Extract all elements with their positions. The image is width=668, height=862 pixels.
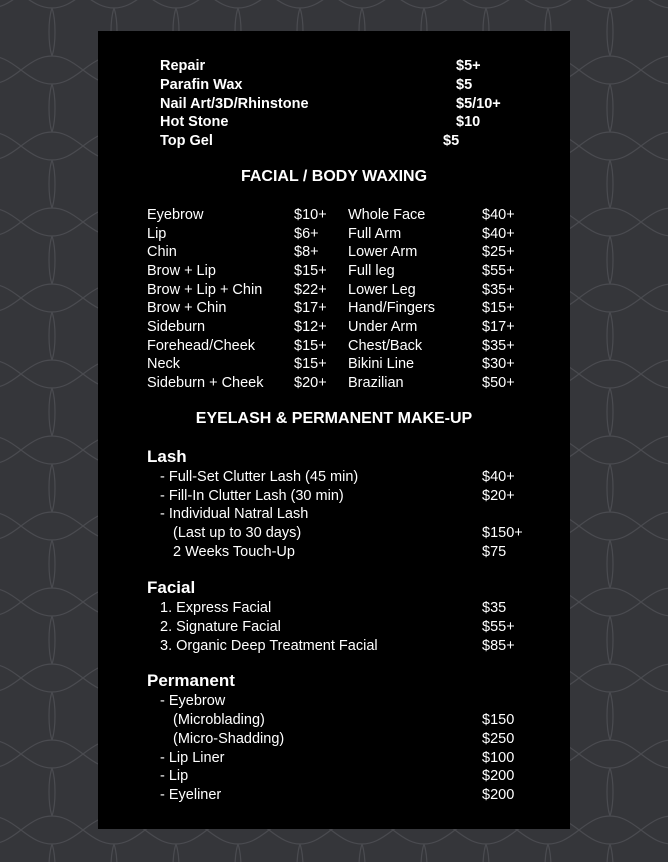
waxing-item-name: Eyebrow [147,207,204,223]
waxing-item-name: Lower Arm [348,244,418,260]
waxing-item-name: Chest/Back [348,338,423,354]
waxing-item-price: $25+ [482,244,515,260]
waxing-heading: FACIAL / BODY WAXING [240,168,428,185]
waxing-item-name: Full Arm [348,226,402,242]
service-name: Hot Stone [160,114,229,130]
lash-subheading: Lash [147,447,187,466]
permanent-item-name: - Lip Liner [160,750,225,766]
permanent-item-price: $250 [482,731,515,747]
waxing-item-name: Chin [147,244,177,260]
facial-subheading: Facial [147,578,196,597]
price-menu-panel [98,31,570,829]
permanent-item-name: - Eyebrow [160,693,226,709]
waxing-item-price: $50+ [482,375,515,391]
waxing-item-name: Sideburn [147,319,206,335]
facial-item-price: $55+ [482,619,515,635]
waxing-item-name: Lower Leg [348,282,416,298]
waxing-item-price: $10+ [294,207,327,223]
waxing-item-price: $17+ [294,300,327,316]
permanent-item-name: - Lip [160,768,189,784]
permanent-subheading: Permanent [147,671,235,690]
service-price: $5/10+ [456,96,501,112]
waxing-item-name: Full leg [348,263,395,279]
eyelash-heading: EYELASH & PERMANENT MAKE-UP [195,410,473,427]
facial-item-name: 3. Organic Deep Treatment Facial [160,638,378,654]
permanent-item-name: (Microblading) [173,712,265,728]
waxing-item-name: Sideburn + Cheek [147,375,264,391]
service-price: $5 [443,133,460,149]
service-price: $5 [456,77,473,93]
lash-item-price: $20+ [482,488,515,504]
waxing-item-name: Brow + Lip [147,263,216,279]
lash-item-name: (Last up to 30 days) [173,525,302,541]
service-price: $10 [456,114,481,130]
waxing-item-price: $17+ [482,319,515,335]
service-name: Repair [160,58,206,74]
waxing-item-price: $6+ [294,226,319,242]
permanent-item-price: $200 [482,787,515,803]
waxing-item-price: $40+ [482,226,515,242]
service-name: Parafin Wax [160,77,243,93]
waxing-item-price: $15+ [482,300,515,316]
service-price: $5+ [456,58,481,74]
waxing-item-name: Whole Face [348,207,426,223]
waxing-item-price: $35+ [482,282,515,298]
waxing-item-price: $15+ [294,338,327,354]
waxing-item-price: $30+ [482,356,515,372]
waxing-item-name: Neck [147,356,181,372]
waxing-item-name: Brow + Lip + Chin [147,282,263,298]
facial-item-name: 1. Express Facial [160,600,272,616]
waxing-item-price: $55+ [482,263,515,279]
waxing-item-name: Brow + Chin [147,300,227,316]
lash-item-name: - Fill-In Clutter Lash (30 min) [160,488,344,504]
waxing-item-name: Bikini Line [348,356,415,372]
facial-item-price: $35 [482,600,507,616]
facial-item-name: 2. Signature Facial [160,619,281,635]
waxing-item-price: $22+ [294,282,327,298]
waxing-item-price: $20+ [294,375,327,391]
waxing-item-price: $12+ [294,319,327,335]
lash-item-price: $40+ [482,469,515,485]
lash-item-price: $75 [482,544,507,560]
waxing-item-name: Hand/Fingers [348,300,436,316]
waxing-item-price: $8+ [294,244,319,260]
waxing-item-name: Under Arm [348,319,418,335]
waxing-item-price: $35+ [482,338,515,354]
permanent-item-price: $100 [482,750,515,766]
lash-item-name: - Full-Set Clutter Lash (45 min) [160,469,359,485]
lash-item-name: 2 Weeks Touch-Up [173,544,295,560]
waxing-item-name: Forehead/Cheek [147,338,256,354]
lash-item-name: - Individual Natral Lash [160,506,309,522]
facial-item-price: $85+ [482,638,515,654]
waxing-item-price: $15+ [294,356,327,372]
permanent-item-name: - Eyeliner [160,787,222,803]
waxing-item-price: $40+ [482,207,515,223]
permanent-item-name: (Micro-Shadding) [173,731,285,747]
permanent-item-price: $200 [482,768,515,784]
waxing-item-name: Lip [147,226,167,242]
lash-item-price: $150+ [482,525,523,541]
service-name: Nail Art/3D/Rhinstone [160,96,309,112]
service-name: Top Gel [160,133,213,149]
permanent-item-price: $150 [482,712,515,728]
waxing-item-name: Brazilian [348,375,404,391]
waxing-item-price: $15+ [294,263,327,279]
